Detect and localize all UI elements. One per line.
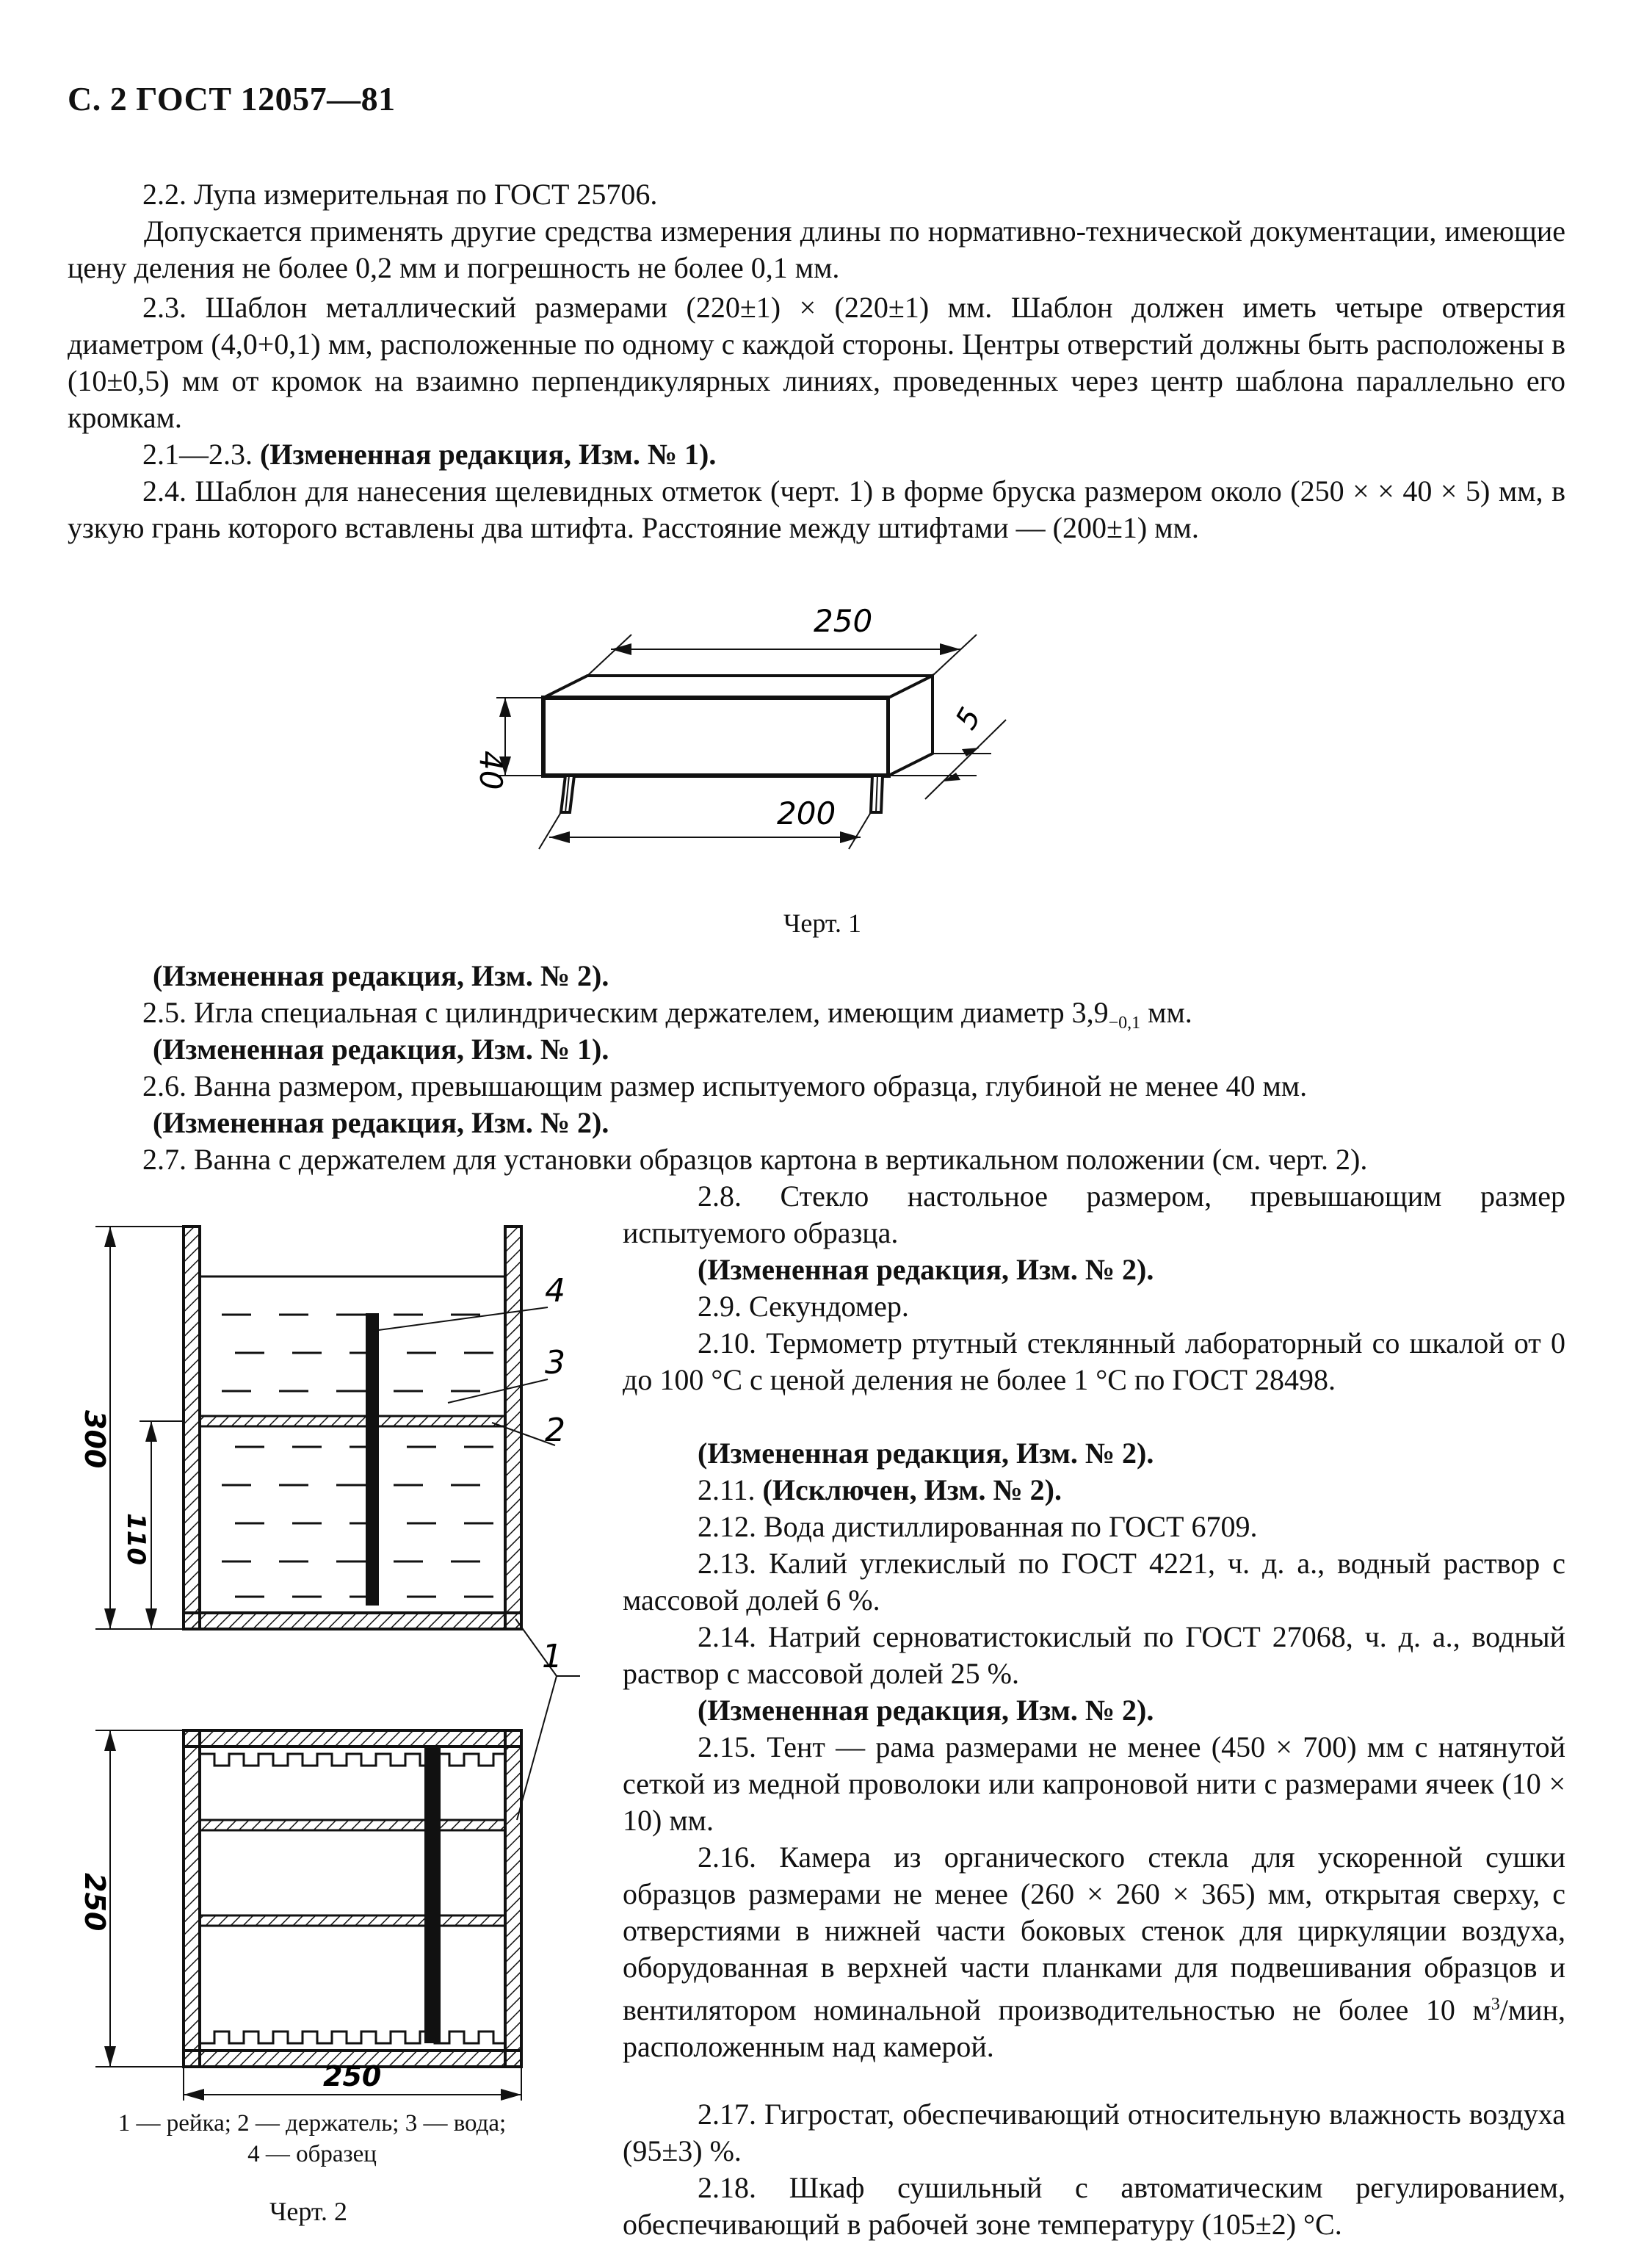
paragraph-2-3: 2.3. Шаблон металлический размерами (220±1) × (220±1) мм. Шаблон должен иметь четыре отверстия диаметром (4,0+0,1) мм, расположенные по одному с каждой стороны. Центры отверстий должны быть расположены в (10±0,5) мм от кромок на взаимно перпендикулярных линиях, проведенных через центр шаблона параллельно его кромкам. bbox=[68, 291, 1565, 434]
paragraph-2-11-text: (Исключен, Изм. № 2). bbox=[762, 1473, 1062, 1506]
figure-1-template-drawing bbox=[411, 588, 1219, 940]
figure-2-bath-drawing bbox=[66, 1205, 609, 2101]
paragraph-2-18: 2.18. Шкаф сушильный с автоматическим регулированием, обеспечивающий в рабочей зоне температуру (105±2) °С. bbox=[623, 2171, 1565, 2241]
paragraph-2-5-text: 2.5. Игла специальная с цилиндрическим держателем, имеющим диаметр 3,9 bbox=[142, 996, 1109, 1029]
paragraph-2-16 bbox=[623, 1839, 1565, 2065]
amendment-text: (Измененная редакция, Изм. № 1). bbox=[260, 438, 717, 471]
figure-1-caption: Черт. 1 bbox=[783, 909, 861, 938]
amendment-2-6: (Измененная редакция, Изм. № 2). bbox=[153, 1106, 609, 1139]
amendment-2-5: (Измененная редакция, Изм. № 1). bbox=[153, 1033, 609, 1066]
dim-5-label: 5 bbox=[949, 701, 988, 735]
paragraph-2-17: 2.17. Гигростат, обеспечивающий относительную влажность воздуха (95±3) %. bbox=[623, 2098, 1565, 2167]
paragraph-2-5-unit: мм. bbox=[1140, 996, 1192, 1029]
tolerance-subscript: −0,1 bbox=[1108, 1014, 1141, 1033]
figure-2-legend-line-2: 4 — образец bbox=[247, 2141, 377, 2167]
paragraph-2-2-note: Допускается применять другие средства измерения длины по нормативно-технической документации, имеющие цену деления не более 0,2 мм и погрешность не более 0,1 мм. bbox=[68, 214, 1565, 284]
paragraph-2-16-rest: /мин, расположенным над камерой. bbox=[623, 1993, 1565, 2063]
amendment-2-10: (Измененная редакция, Изм. № 2). bbox=[698, 1437, 1154, 1470]
dim-250-horizontal-label: 250 bbox=[323, 2060, 382, 2092]
amendment-2-1-2-3 bbox=[68, 436, 1565, 473]
paragraph-2-13: 2.13. Калий углекислый по ГОСТ 4221, ч. д. а., водный раствор с массовой долей 6 %. bbox=[623, 1547, 1565, 1617]
figure-2-legend-line-1: 1 — рейка; 2 — держатель; 3 — вода; bbox=[117, 2110, 507, 2137]
callout-2: 2 bbox=[545, 1412, 565, 1449]
callout-4: 4 bbox=[545, 1272, 565, 1310]
paragraph-2-11 bbox=[623, 1472, 1565, 1509]
dim-200-label: 200 bbox=[777, 795, 836, 831]
paragraph-2-16-text: 2.16. Камера из органического стекла для ускоренной сушки образцов размерами не менее (260 × 260 × 365) мм, открытая сверху, с отверстиями в нижней части боковых стенок для циркуляции воздуха, оборудованная в верхней части планками для подвешивания образцов и вентилятором номинальной производительностью не более 10 м bbox=[623, 1841, 1565, 2026]
paragraph-2-14: 2.14. Натрий серноватистокислый по ГОСТ 27068, ч. д. а., водный раствор с массовой долей 25 %. bbox=[623, 1620, 1565, 1690]
callout-3: 3 bbox=[545, 1344, 565, 1382]
dim-250-label: 250 bbox=[814, 603, 873, 639]
dim-250-vertical-label: 250 bbox=[79, 1873, 111, 1932]
paragraph-2-10: 2.10. Термометр ртутный стеклянный лабораторный со шкалой от 0 до 100 °С с ценой деления не более 1 °С по ГОСТ 28498. bbox=[623, 1326, 1565, 1396]
dim-110-label: 110 bbox=[121, 1513, 151, 1565]
amendment-ref: 2.1—2.3. bbox=[142, 438, 260, 471]
paragraph-2-2: 2.2. Лупа измерительная по ГОСТ 25706. bbox=[142, 178, 658, 211]
paragraph-2-9: 2.9. Секундомер. bbox=[698, 1290, 909, 1323]
cubic-superscript: 3 bbox=[1491, 1995, 1500, 2014]
amendment-fig1: (Измененная редакция, Изм. № 2). bbox=[153, 959, 609, 992]
callout-1: 1 bbox=[542, 1638, 562, 1675]
dim-300-label: 300 bbox=[79, 1410, 111, 1469]
dim-40-label: 40 bbox=[473, 751, 509, 790]
page-header: С. 2 ГОСТ 12057—81 bbox=[68, 80, 396, 118]
paragraph-2-8: 2.8. Стекло настольное размером, превышающим размер испытуемого образца. bbox=[623, 1180, 1565, 1249]
paragraph-2-7: 2.7. Ванна с держателем для установки образцов картона в вертикальном положении (см. черт. 2). bbox=[142, 1143, 1368, 1176]
paragraph-2-12: 2.12. Вода дистиллированная по ГОСТ 6709. bbox=[698, 1510, 1258, 1543]
amendment-2-14: (Измененная редакция, Изм. № 2). bbox=[698, 1694, 1154, 1727]
paragraph-2-6: 2.6. Ванна размером, превышающим размер испытуемого образца, глубиной не менее 40 мм. bbox=[142, 1069, 1308, 1102]
paragraph-2-4: 2.4. Шаблон для нанесения щелевидных отметок (черт. 1) в форме бруска размером около (250 × × 40 × 5) мм, в узкую грань которого вставлены два штифта. Расстояние между штифтами — (200±1) мм. bbox=[68, 474, 1565, 544]
amendment-2-8: (Измененная редакция, Изм. № 2). bbox=[698, 1253, 1154, 1286]
paragraph-2-11-num: 2.11. bbox=[698, 1473, 763, 1506]
figure-2-caption: Черт. 2 bbox=[269, 2197, 347, 2226]
paragraph-2-15: 2.15. Тент — рама размерами не менее (450 × 700) мм с натянутой сеткой из медной проволоки или капроновой нити с размерами ячеек (10 × 10) мм. bbox=[623, 1730, 1565, 1837]
